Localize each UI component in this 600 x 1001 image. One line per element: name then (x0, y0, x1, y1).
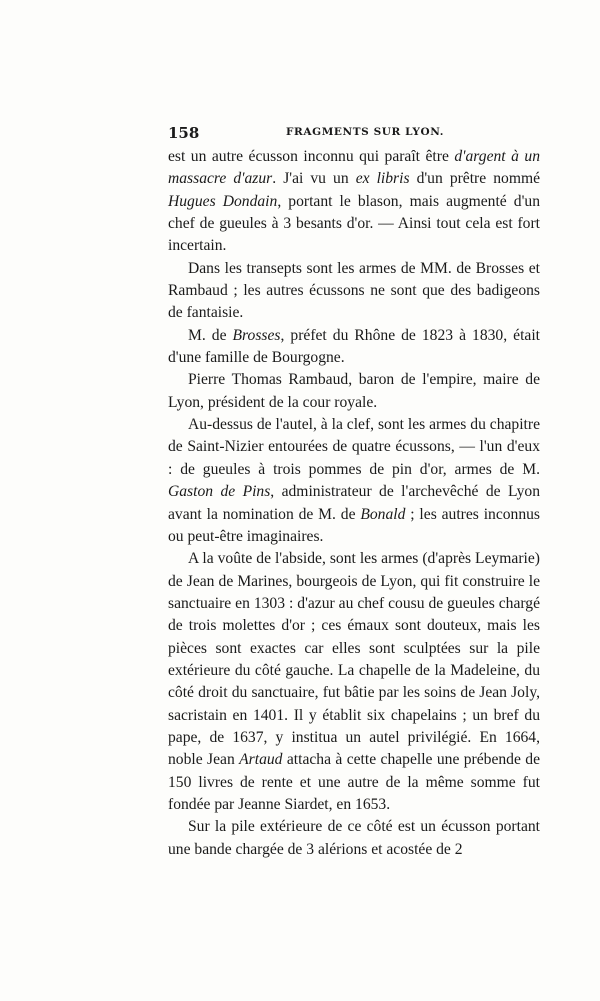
italic-text: Gaston de Pins (168, 483, 271, 501)
running-title: FRAGMENTS SUR LYON. (286, 126, 445, 138)
text-run: Pierre Thomas Rambaud, baron de l'empire, maire de Lyon, président de la cour royale. (168, 371, 540, 411)
text-run: ; les autres inconnus ou peut-être imaginaires. (168, 505, 540, 545)
italic-text: Hugues Dondain (168, 192, 278, 210)
paragraph (168, 816, 540, 861)
text-run: Au-dessus de l'autel, à la clef, sont les armes du chapitre de Saint-Nizier entourées de quatre écussons, — l'un d'eux : de gueules à trois pommes de pin d'or, armes de M. (168, 416, 540, 478)
paragraph (168, 258, 540, 325)
text-run: , portant le blason, mais augmenté d'un chef de gueules à 3 besants d'or. — Ainsi tout cela est fort incertain. (168, 192, 541, 255)
italic-text: Bonald (360, 505, 406, 523)
text-run: est un autre écusson inconnu qui paraît être (168, 148, 455, 165)
italic-text: d'argent à un massacre d'azur (168, 148, 540, 188)
page-header (168, 124, 540, 144)
paragraph (168, 414, 540, 548)
paragraph (168, 325, 540, 370)
text-run: A la voûte de l'abside, sont les armes (d'après Leymarie) de Jean de Marines, bourgeois de Lyon, qui fit construire le sanctuaire en 1303 : d'azur au chef cousu de gueules chargé de trois molettes d'or ; ces émaux sont douteux, mais les pièces sont exactes car elles sont sculptées sur la pile extérieure du côté gauche. La chapelle de la Madeleine, du côté droit du sanctuaire, fut bâtie par les soins de Jean Joly, sacristain en 1401. Il y établit six chapelains ; un bref du pape, de 1637, y institua un autel privilégié. En 1664, noble Jean (168, 550, 540, 769)
paragraph (168, 548, 540, 816)
text-run: . J'ai vu un (272, 170, 356, 188)
text-run: , préfet du Rhône de 1823 à 1830, était d'une famille de Bourgogne. (168, 326, 540, 367)
text-run: attacha à cette chapelle une prébende de 150 livres de rente et une autre de la même somme fut fondée par Jeanne Siardet, en 1653. (168, 751, 541, 813)
body-text (168, 146, 540, 861)
text-run: M. de (188, 326, 233, 344)
page-number: 158 (168, 124, 200, 142)
italic-text: Artaud (239, 751, 283, 769)
text-run: Dans les transepts sont les armes de MM. de Brosses et Rambaud ; les autres écussons ne sont que des badigeons de fantaisie. (168, 259, 540, 322)
text-run: , administrateur de l'archevêché de Lyon avant la nomination de M. de (168, 483, 540, 523)
italic-text: Brosses (232, 326, 281, 344)
italic-text: ex libris (355, 170, 410, 188)
text-run: d'un prêtre nommé (409, 170, 541, 188)
paragraph (168, 146, 540, 258)
text-run: Sur la pile extérieure de ce côté est un écusson portant une bande chargée de 3 alérions et acostée de 2 (168, 818, 540, 858)
paragraph (168, 369, 540, 414)
